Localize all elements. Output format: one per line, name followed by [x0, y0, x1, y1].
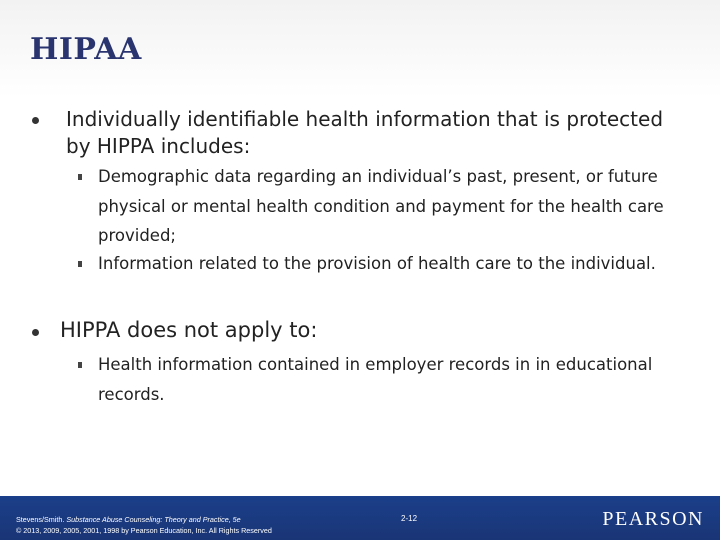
- sub-bullet-2-1-text: Health information contained in employer records in in educational records.: [98, 355, 653, 404]
- sub-bullet-1-1: [98, 162, 678, 251]
- sub-bullet-2-1: [98, 350, 678, 409]
- sub-bullet-marker: [78, 362, 82, 368]
- citation-book-title: Substance Abuse Counseling: Theory and Practice, 5e: [66, 515, 241, 524]
- pearson-logo: PEARSON: [602, 508, 704, 530]
- sub-bullet-1-2: [98, 249, 678, 279]
- slide-title: HIPAA: [30, 32, 142, 67]
- bullet-2: [60, 317, 680, 344]
- page-number: 2-12: [401, 514, 418, 523]
- bullet-dot: [32, 117, 39, 124]
- bullet-1-text: Individually identifiable health information that is protected by HIPPA includes:: [66, 107, 664, 158]
- sub-bullet-marker: [78, 261, 82, 267]
- copyright-text: © 2013, 2009, 2005, 2001, 1998 by Pearson Education, Inc. All Rights Reserved: [16, 526, 272, 535]
- bullet-1: [66, 106, 686, 160]
- bullet-dot: [32, 329, 39, 336]
- sub-bullet-1-1-text: Demographic data regarding an individual’s past, present, or future physical or mental health condition and payment for the health care provided;: [98, 167, 664, 245]
- footer-bar: [0, 496, 720, 540]
- footer-citation: [16, 514, 272, 536]
- sub-bullet-marker: [78, 174, 82, 180]
- bullet-2-text: HIPPA does not apply to:: [60, 318, 318, 342]
- sub-bullet-1-2-text: Information related to the provision of health care to the individual.: [98, 254, 656, 273]
- citation-authors: Stevens/Smith.: [16, 515, 67, 524]
